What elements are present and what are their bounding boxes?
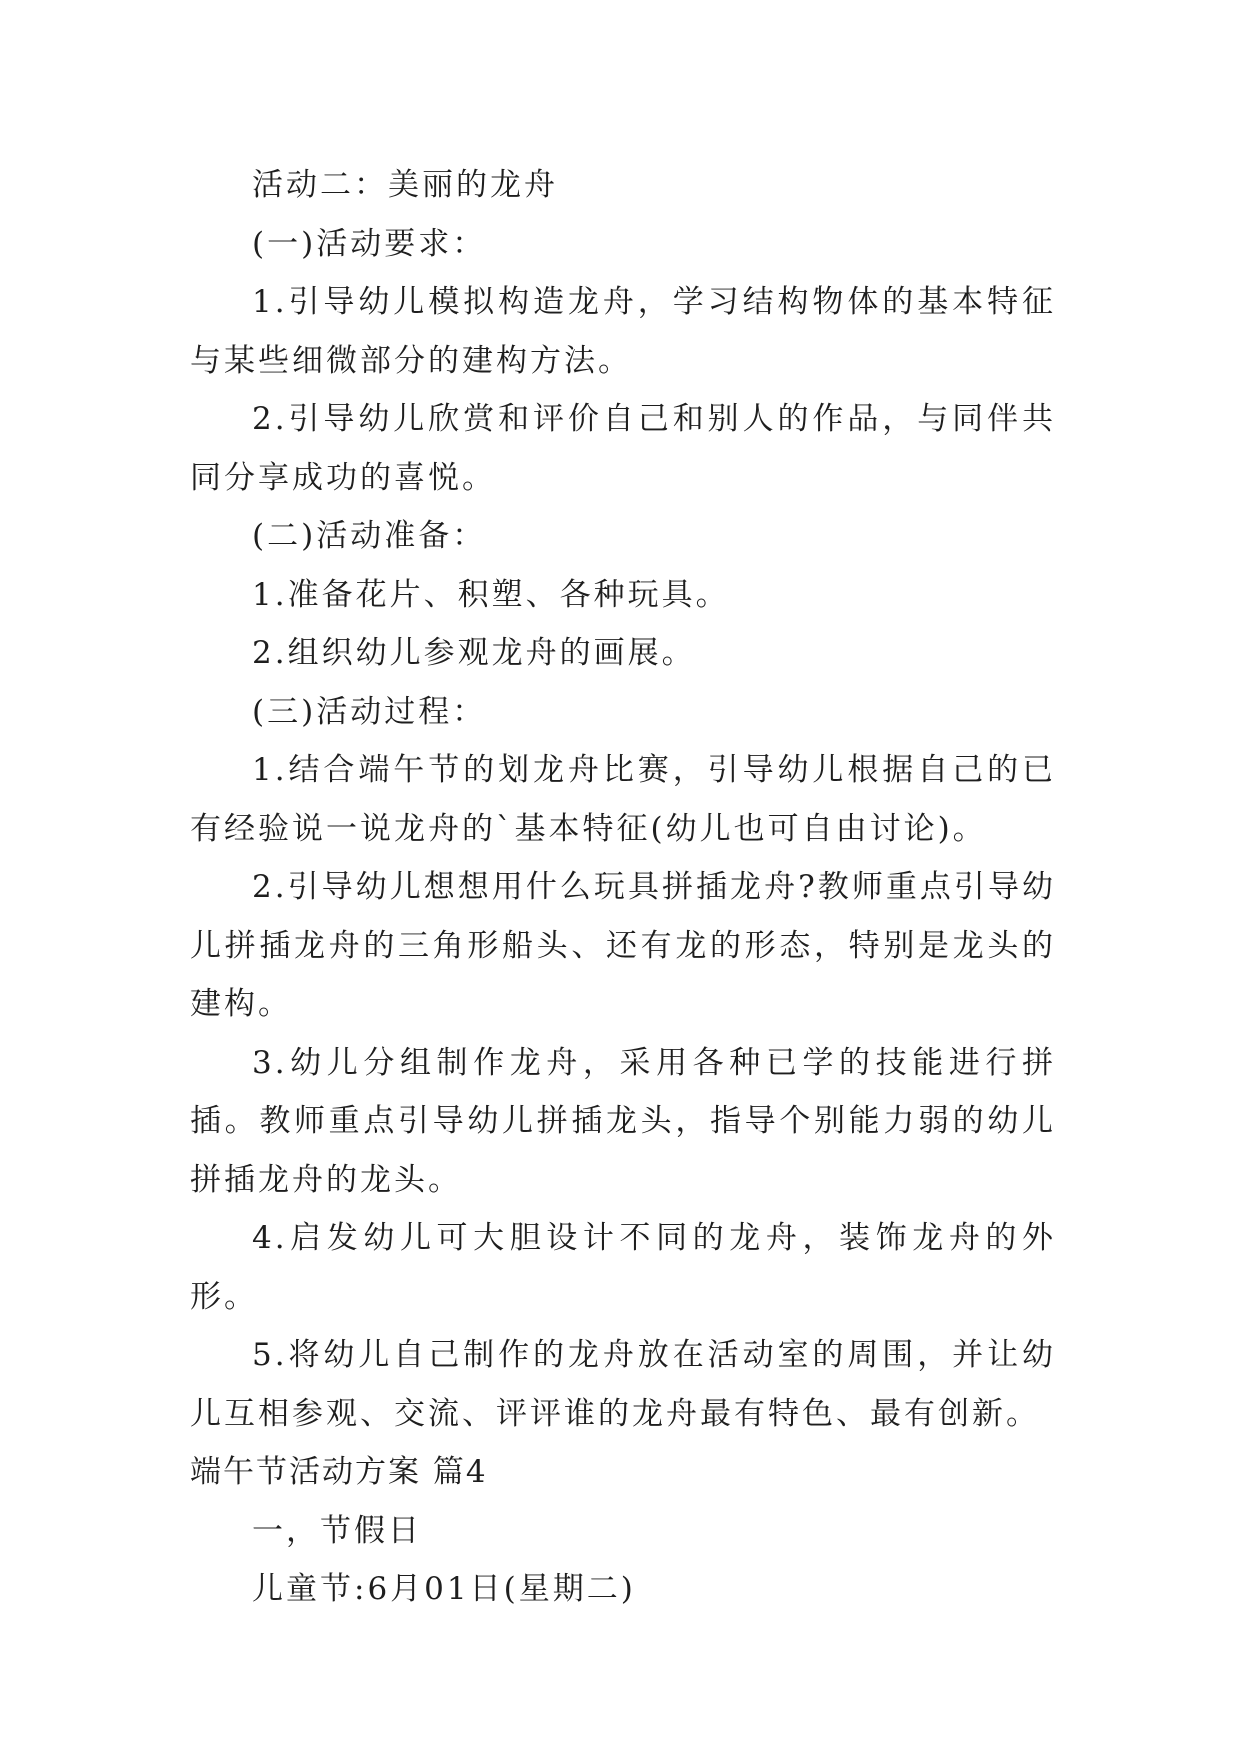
process-item-5: 5.将幼儿自己制作的龙舟放在活动室的周围，并让幼儿互相参观、交流、评评谁的龙舟最有特色、最有创新。: [190, 1337, 1056, 1432]
requirement-item-2: 2.引导幼儿欣赏和评价自己和别人的作品，与同伴共同分享成功的喜悦。: [190, 401, 1056, 496]
process-item-3: 3.幼儿分组制作龙舟，采用各种已学的技能进行拼插。教师重点引导幼儿拼插龙头，指导个别能力弱的幼儿拼插龙舟的龙头。: [190, 1044, 1056, 1198]
holiday-item-childrens-day: 儿童节:6月01日(星期二): [252, 1571, 636, 1607]
section-heading-process: (三)活动过程：: [252, 693, 487, 730]
preparation-item-2: 2.组织幼儿参观龙舟的画展。: [252, 635, 696, 671]
activity-title: 活动二：美丽的龙舟: [252, 167, 558, 203]
process-item-4: 4.启发幼儿可大胆设计不同的龙舟，装饰龙舟的外形。: [190, 1220, 1056, 1315]
requirement-item-1: 1.引导幼儿模拟构造龙舟，学习结构物体的基本特征与某些细微部分的建构方法。: [190, 284, 1056, 379]
section-heading-requirements: (一)活动要求：: [252, 225, 487, 262]
document-body: [190, 156, 1056, 1619]
holiday-heading: 一，节假日: [252, 1512, 422, 1549]
plan-heading: 端午节活动方案 篇4: [190, 1454, 488, 1490]
process-item-2: 2.引导幼儿想想用什么玩具拼插龙舟?教师重点引导幼儿拼插龙舟的三角形船头、还有龙的形态，特别是龙头的建构。: [190, 869, 1056, 1022]
process-item-1: 1.结合端午节的划龙舟比赛，引导幼儿根据自己的已有经验说一说龙舟的`基本特征(幼儿也可自由讨论)。: [190, 752, 1056, 847]
section-heading-preparation: (二)活动准备：: [252, 518, 487, 554]
preparation-item-1: 1.准备花片、积塑、各种玩具。: [252, 576, 730, 613]
